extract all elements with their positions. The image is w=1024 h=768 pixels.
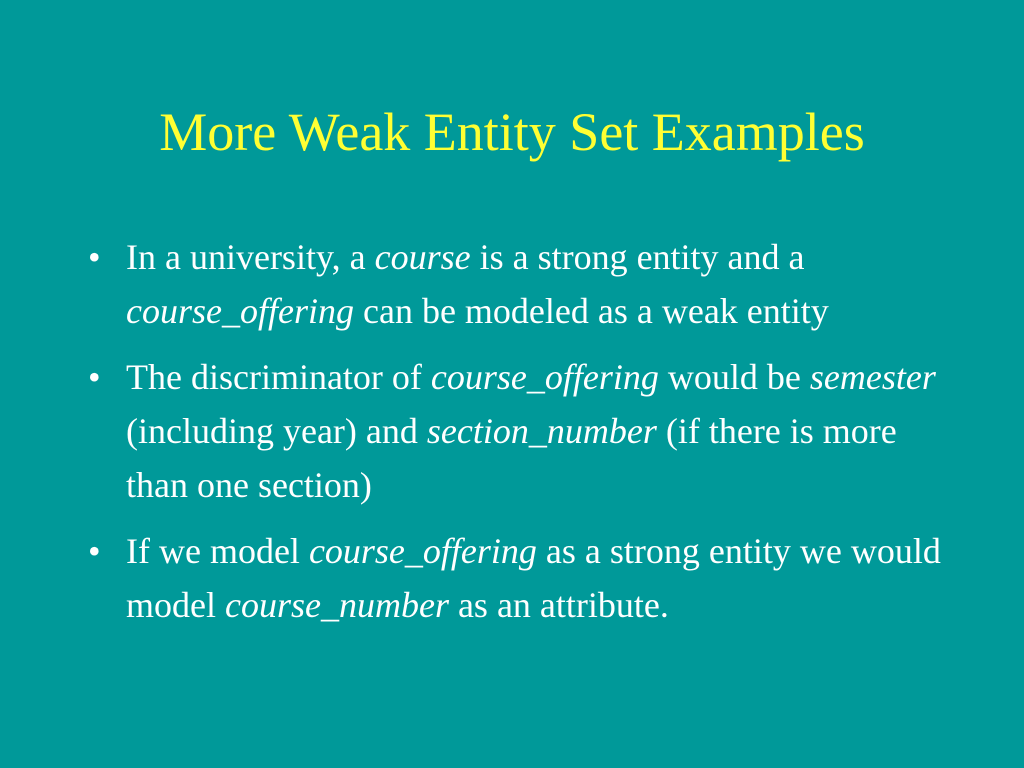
term-course-offering: course_offering bbox=[126, 291, 354, 331]
text-run: as a strong entity we would model bbox=[126, 531, 941, 625]
text-run: as an attribute. bbox=[448, 585, 669, 625]
term-course-offering: course_offering bbox=[308, 531, 537, 571]
bullet-item bbox=[84, 230, 944, 338]
term-section-number: section_number bbox=[426, 411, 657, 451]
text-run: (if there is more than one section) bbox=[126, 411, 897, 505]
term-course-offering: course_offering bbox=[430, 357, 659, 397]
text-run: In a university, a bbox=[126, 237, 375, 277]
bullet-marker: • bbox=[88, 531, 101, 571]
bullet-item bbox=[84, 524, 944, 632]
text-run: is a strong entity and a bbox=[470, 237, 805, 277]
bullet-text bbox=[126, 531, 941, 625]
term-semester: semester bbox=[809, 357, 936, 397]
bullet-text bbox=[126, 237, 829, 331]
text-run: can be modeled as a weak entity bbox=[353, 291, 829, 331]
text-run: (including year) and bbox=[126, 411, 427, 451]
term-course-number: course_number bbox=[224, 585, 449, 625]
bullet-item bbox=[84, 350, 944, 512]
bullet-text bbox=[126, 357, 936, 505]
text-run: If we model bbox=[126, 531, 309, 571]
bullet-marker: • bbox=[88, 357, 101, 397]
term-course: course bbox=[374, 237, 471, 277]
text-run: The discriminator of bbox=[126, 357, 431, 397]
bullet-list bbox=[84, 230, 944, 644]
bullet-marker: • bbox=[88, 237, 101, 277]
text-run: would be bbox=[658, 357, 810, 397]
slide-title: More Weak Entity Set Examples bbox=[159, 102, 865, 162]
